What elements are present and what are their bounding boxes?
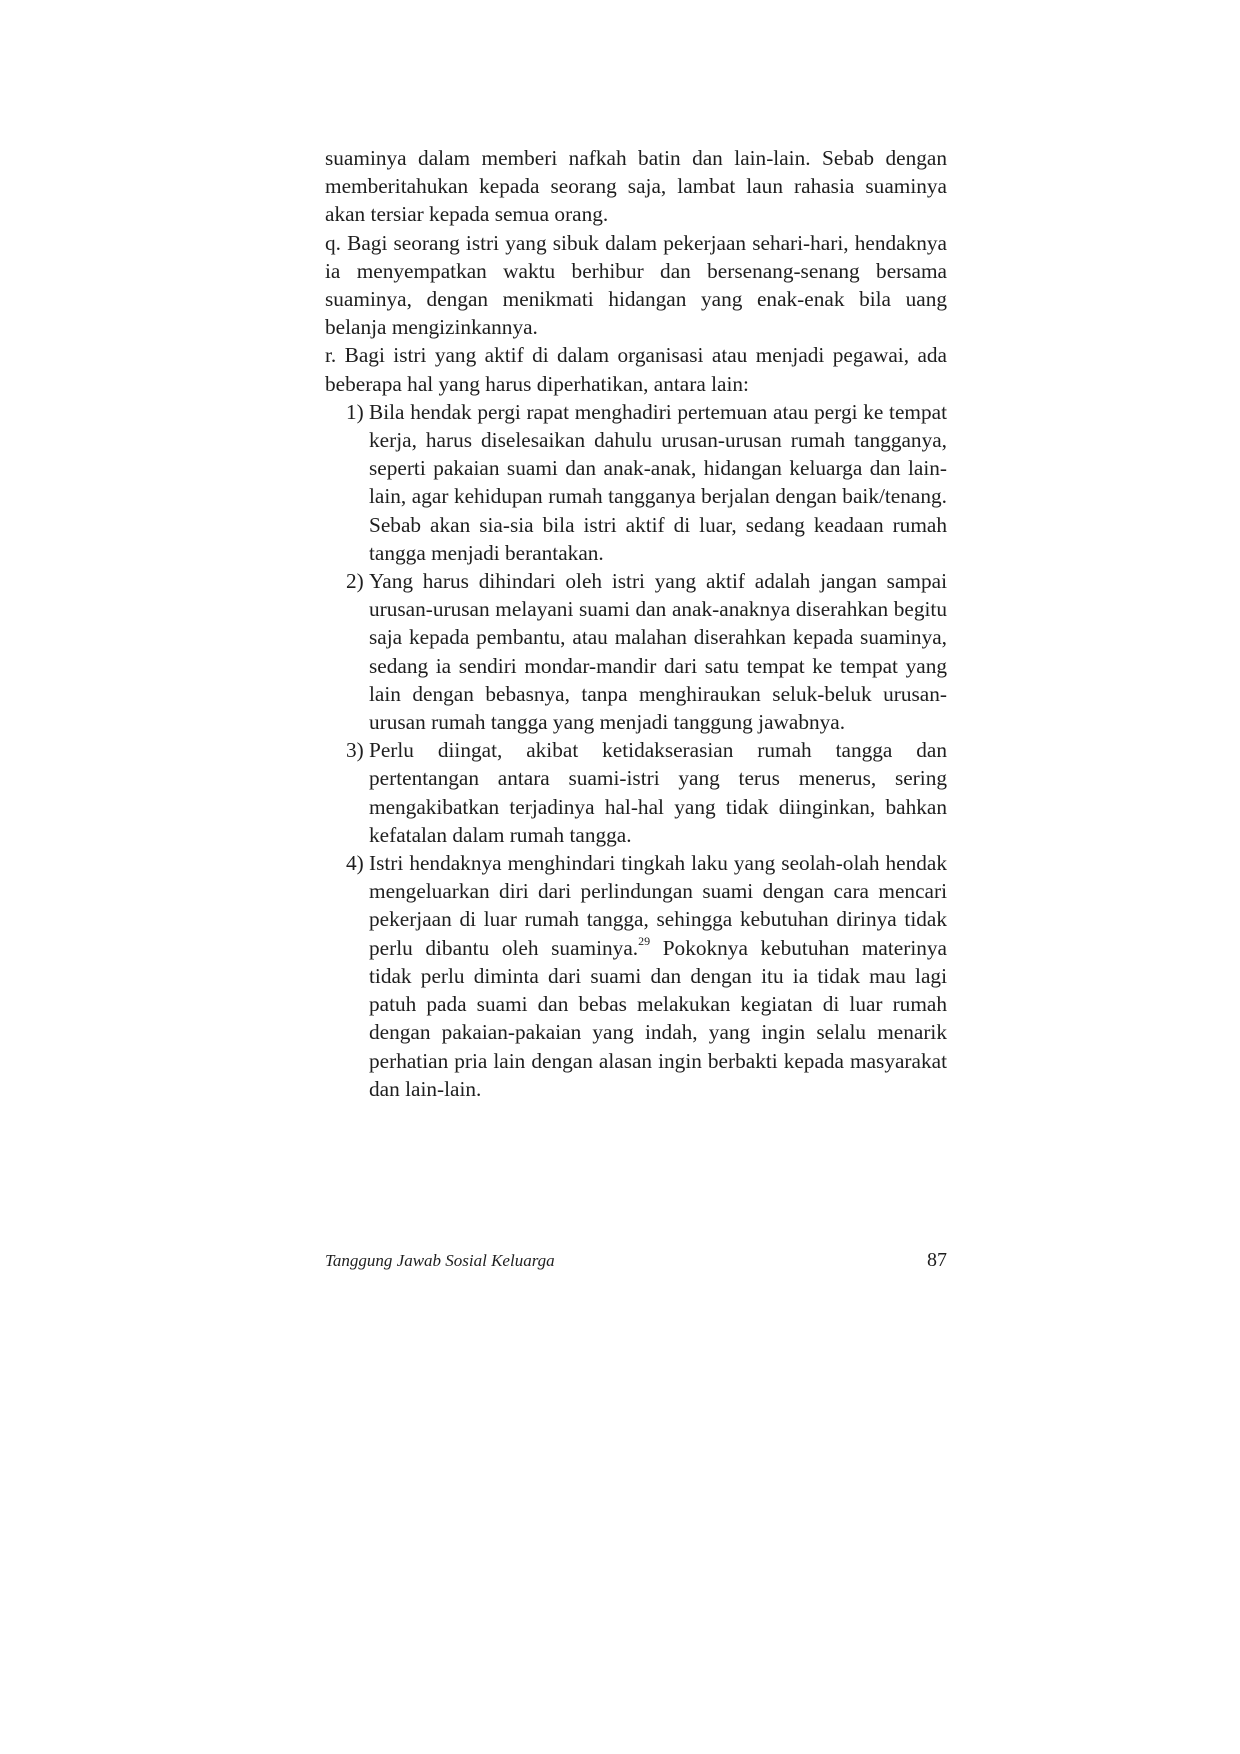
paragraph-item-q: q. Bagi seorang istri yang sibuk dalam pekerjaan sehari-hari, hendaknya ia menyempatkan waktu berhibur dan bersenang-senang bersama suaminya, dengan menikmati hidangan yang enak-enak bila uang belanja mengizinkannya. xyxy=(325,230,947,340)
list-item-text-part: Pokoknya kebutuhan materinya tidak perlu diminta dari suami dan dengan itu ia tidak mau lagi patuh pada suami dan bebas melakukan kegiatan di luar rumah dengan pakaian-pakaian yang indah, yang ingin selalu menarik perhatian pria lain dengan alasan ingin berbakti kepada masyarakat dan lain-lain. xyxy=(369,935,947,1101)
footnote-reference: 29 xyxy=(638,933,651,948)
list-item-text: Perlu diingat, akibat ketidakserasian rumah tangga dan pertentangan antara suami-istri yang terus menerus, sering mengakibatkan terjadinya hal-hal yang tidak diinginkan, bahkan kefatalan dalam rumah tangga. xyxy=(369,738,947,847)
list-number: 1) xyxy=(346,399,364,424)
list-item-2 xyxy=(325,567,947,736)
list-item-1 xyxy=(325,398,947,567)
numbered-list xyxy=(325,398,947,1103)
list-item-3 xyxy=(325,736,947,849)
list-number: 2) xyxy=(346,569,364,594)
running-footer-title: Tanggung Jawab Sosial Keluarga xyxy=(325,1251,555,1270)
list-item-text: Yang harus dihindari oleh istri yang aktif adalah jangan sampai urusan-urusan melayani suami dan anak-anaknya diserahkan begitu saja kepada pembantu, atau malahan diserahkan kepada suaminya, sedang ia sendiri mondar-mandir dari satu tempat ke tempat yang lain dengan bebasnya, tanpa menghiraukan seluk-beluk urusan-urusan rumah tangga yang menjadi tanggung jawabnya. xyxy=(369,569,947,735)
paragraph-continuation: suaminya dalam memberi nafkah batin dan lain-lain. Sebab dengan memberitahukan kepada seorang saja, lambat laun rahasia suaminya akan tersiar kepada semua orang. xyxy=(325,146,947,227)
list-item-text-part: Istri hendaknya menghindari tingkah laku yang seolah-olah hendak mengeluarkan diri dari perlindungan suami dengan cara mencari pekerjaan di luar rumah tangga, sehingga kebutuhan dirinya tidak perlu dibantu oleh suaminya. xyxy=(369,851,947,960)
page-body xyxy=(325,144,947,1103)
paragraph-item-r: r. Bagi istri yang aktif di dalam organisasi atau menjadi pegawai, ada beberapa hal yang harus diperhatikan, antara lain: xyxy=(325,343,947,396)
page-number: 87 xyxy=(927,1249,947,1271)
list-number: 3) xyxy=(346,738,364,763)
list-item-4 xyxy=(325,849,947,1103)
list-number: 4) xyxy=(346,851,364,876)
list-item-text: Bila hendak pergi rapat menghadiri pertemuan atau pergi ke tempat kerja, harus diselesaikan dahulu urusan-urusan rumah tangganya, seperti pakaian suami dan anak-anak, hidangan keluarga dan lain-lain, agar kehidupan rumah tangganya berjalan dengan baik/tenang. Sebab akan sia-sia bila istri aktif di luar, sedang keadaan rumah tangga menjadi berantakan. xyxy=(369,399,947,565)
list-item-text xyxy=(369,849,947,1103)
